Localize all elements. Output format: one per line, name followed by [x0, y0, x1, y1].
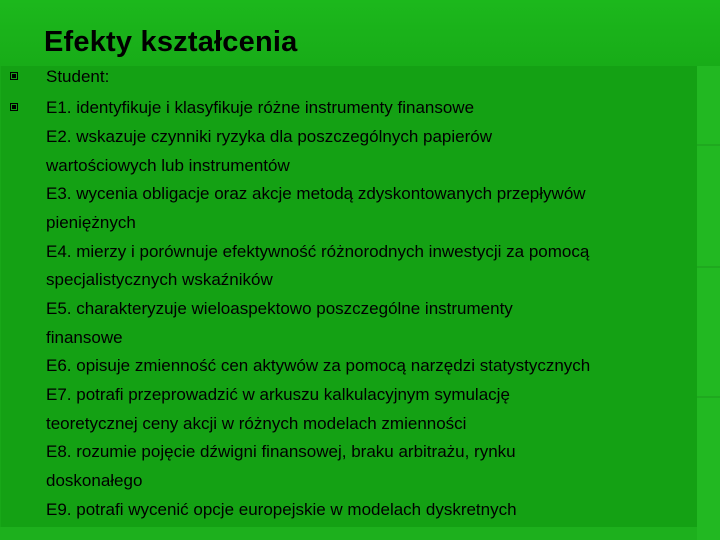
right-edge-strip	[697, 66, 720, 540]
outcome-line: specjalistycznych wskaźników	[46, 270, 273, 289]
outcome-line: E9. potrafi wycenić opcje europejskie w modelach dyskretnych	[46, 500, 517, 519]
bullet-text-line: Student:	[46, 67, 110, 86]
square-bullet-icon	[9, 71, 19, 81]
outcome-line: E2. wskazuje czynniki ryzyka dla poszczególnych papierów	[46, 127, 492, 146]
bottom-edge-strip	[0, 527, 697, 540]
outcome-line: E4. mierzy i porównuje efektywność różnorodnych inwestycji za pomocą	[46, 242, 590, 261]
outcome-line: pieniężnych	[46, 213, 136, 232]
square-bullet-icon	[9, 102, 19, 112]
outcome-line: E6. opisuje zmienność cen aktywów za pomocą narzędzi statystycznych	[46, 356, 591, 375]
outcome-line: E1. identyfikuje i klasyfikuje różne instrumenty finansowe	[46, 98, 475, 117]
title-area	[0, 0, 720, 66]
outcome-line: E5. charakteryzuje wieloaspektowo poszczególne instrumenty	[46, 299, 513, 318]
outcome-line: finansowe	[46, 328, 123, 347]
outcome-line: E8. rozumie pojęcie dźwigni finansowej, braku arbitrażu, rynku	[46, 442, 516, 461]
outcome-line: E3. wycenia obligacje oraz akcje metodą zdyskontowanych przepływów	[46, 184, 586, 203]
slide-title: Efekty kształcenia	[44, 26, 298, 58]
outcome-line: E7. potrafi przeprowadzić w arkuszu kalkulacyjnym symulację	[46, 385, 510, 404]
outcome-line: doskonałego	[46, 471, 143, 490]
outcome-line: teoretycznej ceny akcji w różnych modelach zmienności	[46, 414, 467, 433]
outcome-line: wartościowych lub instrumentów	[46, 156, 290, 175]
